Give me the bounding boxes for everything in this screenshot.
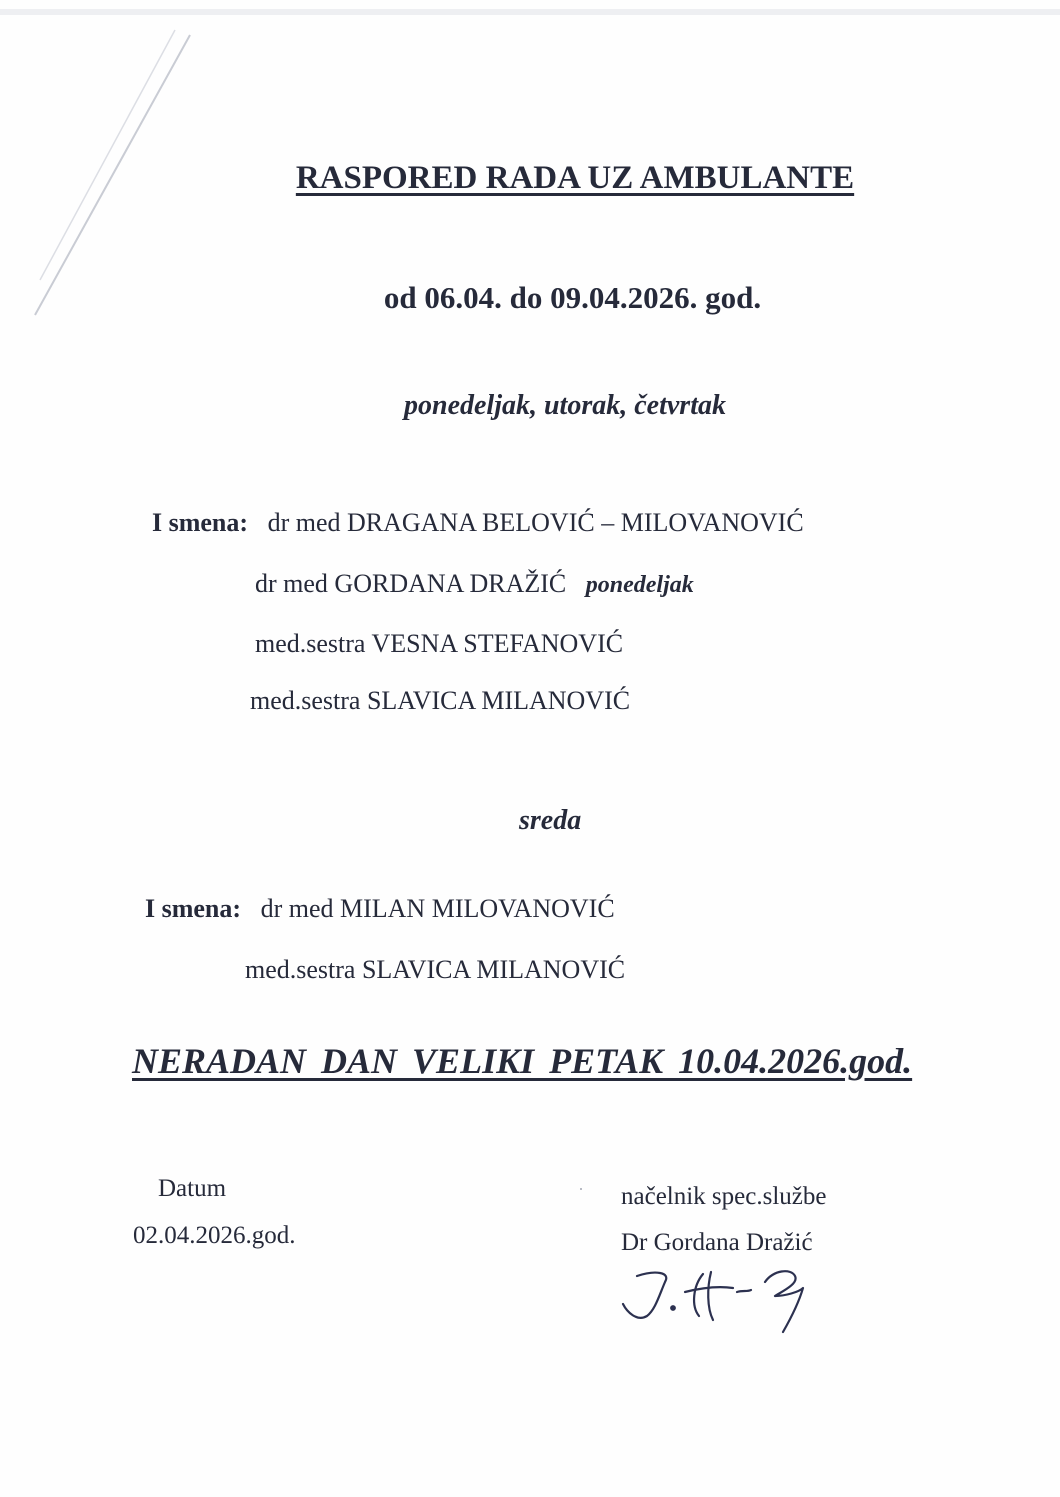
group2-row-1 (145, 894, 615, 924)
group1-staff-4: med.sestra SLAVICA MILANOVIĆ (250, 686, 631, 715)
schedule-period: od 06.04. do 09.04.2026. god. (383, 280, 762, 315)
group1-staff-3: med.sestra VESNA STEFANOVIĆ (255, 629, 624, 658)
document-title: RASPORED RADA UZ AMBULANTE (295, 160, 855, 196)
group2-staff-2: med.sestra SLAVICA MILANOVIĆ (245, 955, 626, 984)
non-working-day-notice: NERADAN DAN VELIKI PETAK 10.04.2026.god. (132, 1041, 913, 1081)
group1-row-1 (152, 508, 804, 538)
date-value: 02.04.2026.god. (133, 1222, 296, 1249)
signatory-role: načelnik spec.službe (621, 1183, 827, 1210)
group2-staff-1: dr med MILAN MILOVANOVIĆ (260, 894, 615, 923)
group1-row-2 (255, 569, 694, 599)
group1-staff-1: dr med DRAGANA BELOVIĆ – MILOVANOVIĆ (267, 508, 804, 537)
handwritten-signature (615, 1262, 835, 1342)
group1-staff-2: dr med GORDANA DRAŽIĆ (255, 569, 567, 598)
group2-shift-label: I smena: (145, 894, 242, 923)
group2-days: sreda (519, 805, 582, 836)
scan-dot (580, 1188, 582, 1190)
group1-shift-label: I smena: (152, 508, 249, 537)
group1-days: ponedeljak, utorak, četvrtak (404, 390, 726, 421)
date-label: Datum (158, 1175, 227, 1202)
signatory-name: Dr Gordana Dražić (621, 1229, 813, 1256)
group1-staff-2-day-note: ponedeljak (585, 572, 694, 598)
